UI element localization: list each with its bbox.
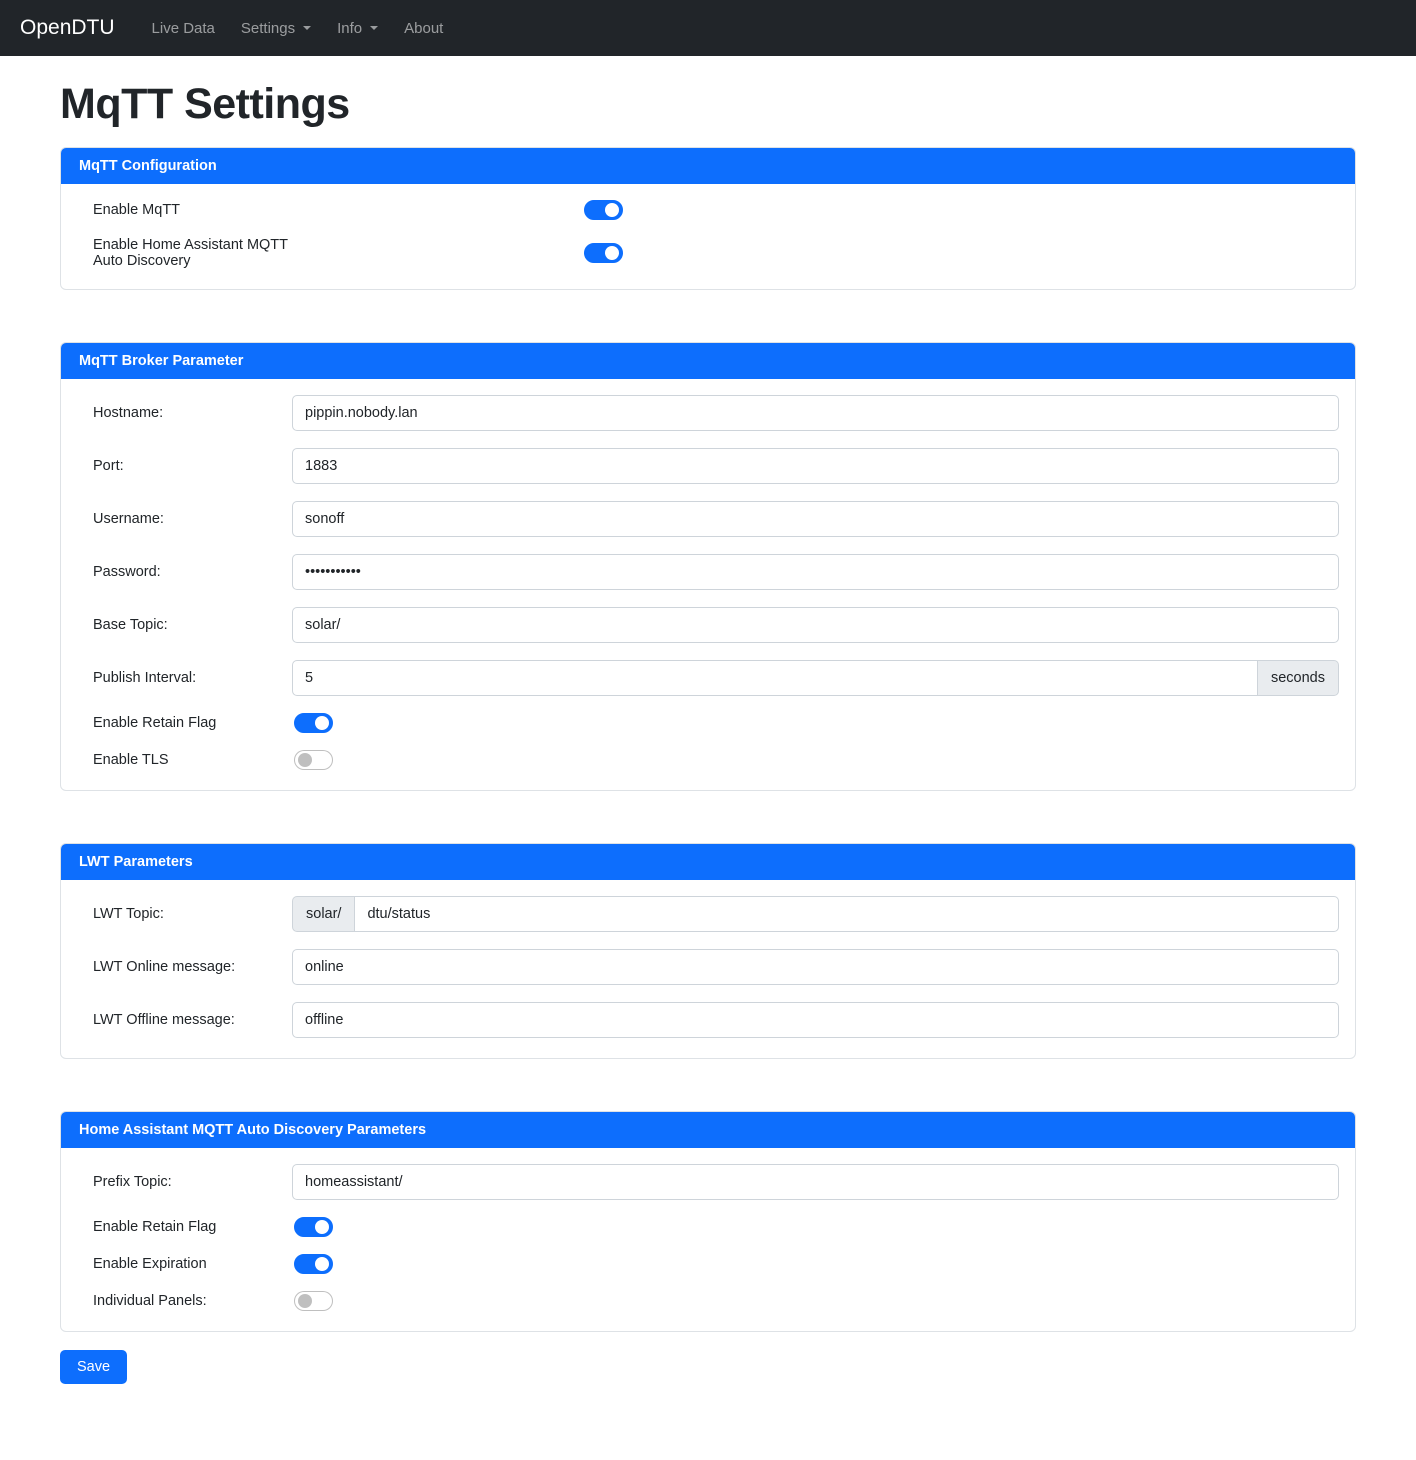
field-individual-panels [292,1291,1339,1311]
prefix-topic-input[interactable] [292,1164,1339,1200]
nav-item-live-data-label: Live Data [151,19,215,37]
label-enable-expiration: Enable Expiration [93,1256,207,1272]
input-group-publish-interval [292,660,1339,696]
card-header-mqtt-configuration: MqTT Configuration [61,148,1355,184]
toggle-knob-icon [605,246,619,260]
card-header-home-assistant-parameters: Home Assistant MQTT Auto Discovery Parameters [61,1112,1355,1148]
toggle-enable-expiration[interactable] [294,1254,333,1274]
nav-item-info-label: Info [337,19,363,37]
toggle-knob-icon [298,753,312,767]
label-password: Password: [93,564,161,580]
row-enable-tls [77,750,1339,770]
label-enable-tls: Enable TLS [93,752,169,768]
row-enable-expiration [77,1254,1339,1274]
nav-item-settings[interactable] [228,12,324,45]
field-prefix-topic [292,1164,1339,1200]
top-navbar [0,0,1416,56]
row-lwt-topic [77,896,1339,932]
lwt-topic-input[interactable] [354,896,1339,932]
label-publish-interval: Publish Interval: [93,670,197,686]
bottom-spacer [0,1384,1416,1410]
card-header-mqtt-broker-parameter: MqTT Broker Parameter [61,343,1355,379]
card-lwt-parameters [60,843,1356,1059]
field-enable-home-assistant-discovery [292,243,1339,263]
card-mqtt-configuration [60,147,1356,290]
nav-item-live-data[interactable] [139,12,228,45]
card-mqtt-broker-parameter [60,342,1356,791]
nav-item-about[interactable] [391,12,456,45]
row-prefix-topic [77,1164,1339,1200]
label-enable-retain-flag-ha: Enable Retain Flag [93,1219,217,1235]
label-lwt-offline-message: LWT Offline message: [93,1012,235,1028]
row-enable-retain-flag-broker [77,713,1339,733]
label-enable-mqtt: Enable MqTT [93,202,181,218]
field-base-topic [292,607,1339,643]
label-individual-panels: Individual Panels: [93,1293,207,1309]
toggle-knob-icon [315,716,329,730]
label-username: Username: [93,511,164,527]
card-header-lwt-parameters: LWT Parameters [61,844,1355,880]
toggle-knob-icon [298,1294,312,1308]
lwt-topic-prefix-addon: solar/ [292,896,354,932]
password-input[interactable] [292,554,1339,590]
label-base-topic: Base Topic: [93,617,168,633]
row-enable-home-assistant-discovery [77,237,1339,269]
card-body-mqtt-configuration [61,184,1355,289]
field-port [292,448,1339,484]
publish-interval-input[interactable] [292,660,1258,696]
card-body-lwt-parameters [61,880,1355,1058]
lwt-offline-message-input[interactable] [292,1002,1339,1038]
field-publish-interval [292,660,1339,696]
toggle-knob-icon [315,1220,329,1234]
hostname-input[interactable] [292,395,1339,431]
toggle-knob-icon [315,1257,329,1271]
field-enable-tls [292,750,1339,770]
row-port [77,448,1339,484]
label-enable-retain-flag-broker: Enable Retain Flag [93,715,217,731]
toggle-knob-icon [605,203,619,217]
label-port: Port: [93,458,124,474]
field-lwt-offline-message [292,1002,1339,1038]
field-enable-mqtt [292,200,1339,220]
field-username [292,501,1339,537]
base-topic-input[interactable] [292,607,1339,643]
brand-opendtu[interactable]: OpenDTU [20,16,115,39]
row-enable-mqtt [77,200,1339,220]
field-enable-expiration [292,1254,1339,1274]
row-username [77,501,1339,537]
row-password [77,554,1339,590]
toggle-enable-retain-flag-broker[interactable] [294,713,333,733]
row-lwt-online-message [77,949,1339,985]
field-password [292,554,1339,590]
card-body-mqtt-broker-parameter [61,379,1355,790]
field-lwt-online-message [292,949,1339,985]
row-hostname [77,395,1339,431]
row-publish-interval [77,660,1339,696]
username-input[interactable] [292,501,1339,537]
chevron-down-icon [303,26,311,30]
nav-item-about-label: About [404,19,444,37]
row-enable-retain-flag-ha [77,1217,1339,1237]
field-lwt-topic [292,896,1339,932]
input-group-lwt-topic [292,896,1339,932]
publish-interval-unit-addon: seconds [1258,660,1339,696]
label-hostname: Hostname: [93,405,164,421]
field-enable-retain-flag-broker [292,713,1339,733]
row-base-topic [77,607,1339,643]
toggle-enable-retain-flag-ha[interactable] [294,1217,333,1237]
label-enable-home-assistant-discovery: Enable Home Assistant MQTT Auto Discovery [93,237,288,269]
label-lwt-topic: LWT Topic: [93,906,164,922]
toggle-individual-panels[interactable] [294,1291,333,1311]
chevron-down-icon [370,26,378,30]
label-lwt-online-message: LWT Online message: [93,959,236,975]
lwt-online-message-input[interactable] [292,949,1339,985]
save-button[interactable]: Save [60,1350,127,1384]
label-prefix-topic: Prefix Topic: [93,1174,172,1190]
page-title: MqTT Settings [60,80,350,128]
field-enable-retain-flag-ha [292,1217,1339,1237]
card-home-assistant-parameters [60,1111,1356,1332]
nav-item-settings-label: Settings [240,19,296,37]
toggle-enable-home-assistant-discovery[interactable] [584,243,623,263]
row-lwt-offline-message [77,1002,1339,1038]
toggle-enable-tls[interactable] [294,750,333,770]
nav-item-info[interactable] [324,12,391,45]
card-body-home-assistant-parameters [61,1148,1355,1331]
toggle-enable-mqtt[interactable] [584,200,623,220]
port-input[interactable] [292,448,1339,484]
row-individual-panels [77,1291,1339,1311]
field-hostname [292,395,1339,431]
